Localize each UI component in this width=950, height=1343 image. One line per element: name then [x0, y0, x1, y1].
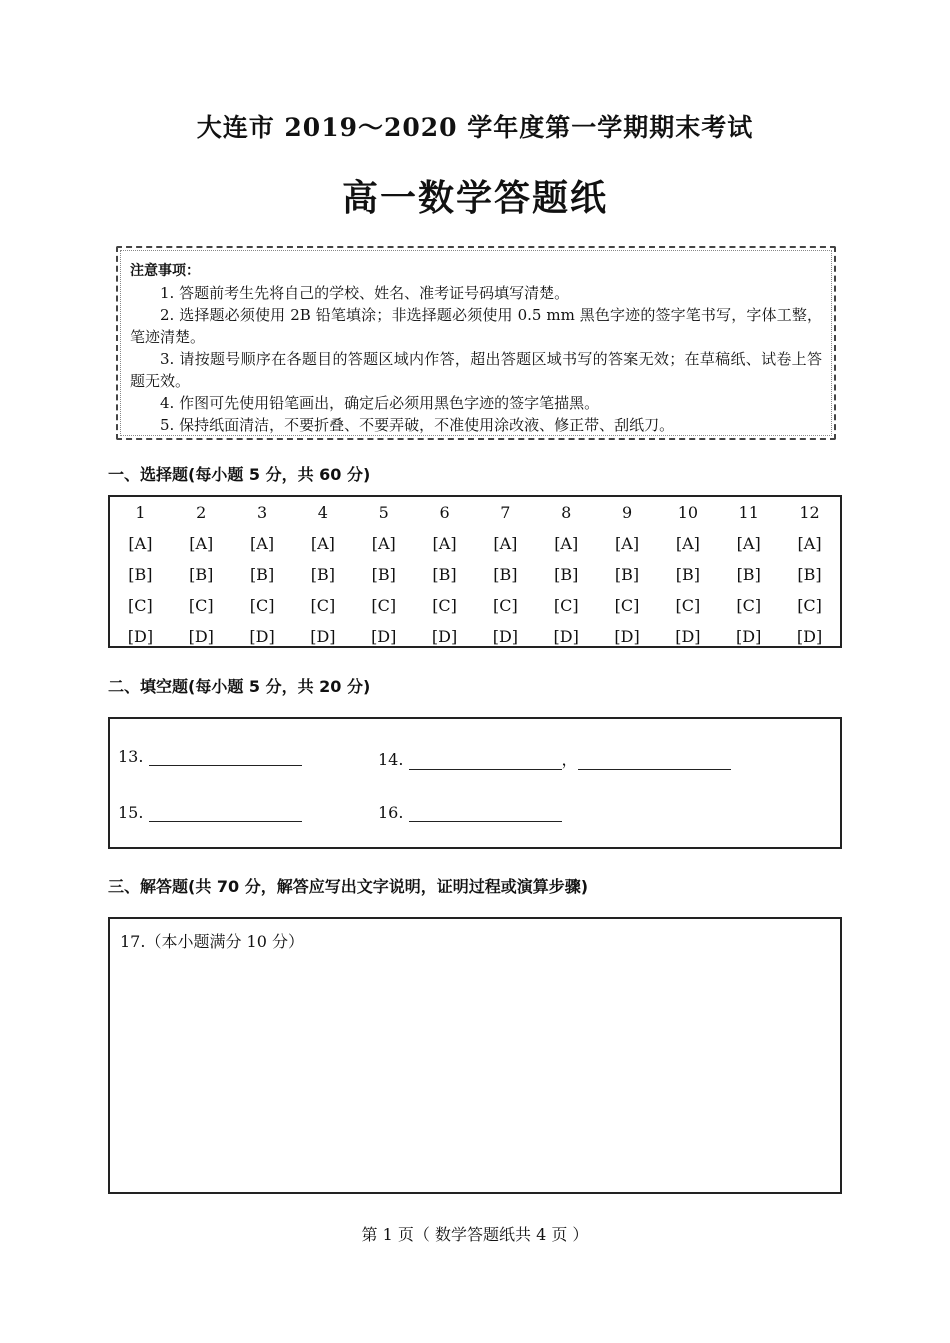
- choice-bubble[interactable]: [C]: [553, 596, 579, 615]
- blank-14-label: 14.: [378, 750, 404, 769]
- fill-blank-box: [108, 717, 842, 849]
- blank-13: [118, 747, 302, 766]
- choice-bubble[interactable]: [B]: [249, 565, 275, 584]
- choice-bubble[interactable]: [C]: [493, 596, 518, 615]
- blank-16-label: 16.: [378, 803, 404, 822]
- choice-bubble[interactable]: [D]: [796, 627, 823, 646]
- q17-label: 17.（本小题满分 10 分）: [120, 932, 304, 951]
- choice-bubble[interactable]: [B]: [675, 565, 700, 584]
- choice-bubble[interactable]: [A]: [493, 534, 518, 553]
- choice-number: 5: [378, 503, 389, 522]
- exam-title: 大连市 2019～2020 学年度第一学期期末考试: [196, 113, 754, 142]
- choice-bubble[interactable]: [B]: [736, 565, 761, 584]
- choice-bubble[interactable]: [B]: [797, 565, 822, 584]
- blank-14-line-a[interactable]: [409, 751, 562, 770]
- choice-number: 7: [500, 503, 511, 522]
- blank-14-line-b[interactable]: [578, 751, 731, 770]
- choice-bubble[interactable]: [A]: [189, 534, 214, 553]
- blank-15-label: 15.: [118, 803, 144, 822]
- choice-option-row: [110, 621, 840, 652]
- choice-number: 1: [135, 503, 146, 522]
- choice-bubble[interactable]: [B]: [614, 565, 640, 584]
- choice-number: 9: [621, 503, 633, 522]
- notice-heading: 注意事项：: [130, 263, 200, 279]
- choice-bubble[interactable]: [D]: [310, 627, 336, 646]
- choice-bubble[interactable]: [C]: [371, 596, 397, 615]
- q17-answer-area[interactable]: [108, 917, 842, 1194]
- choice-bubble[interactable]: [A]: [554, 534, 579, 553]
- choice-bubble[interactable]: [D]: [614, 627, 640, 646]
- choice-bubble[interactable]: [C]: [310, 596, 336, 615]
- choice-bubble[interactable]: [B]: [310, 565, 336, 584]
- choice-number: 3: [256, 503, 268, 522]
- choice-number: 12: [799, 503, 820, 522]
- choice-option-row: [110, 528, 840, 559]
- choice-bubble[interactable]: [A]: [310, 534, 335, 553]
- choice-bubble[interactable]: [D]: [492, 627, 519, 646]
- choice-bubble[interactable]: [A]: [675, 534, 700, 553]
- notice-item-1: 1. 答题前考生先将自己的学校、姓名、准考证号码填写清楚。: [160, 284, 570, 302]
- choice-bubble[interactable]: [A]: [128, 534, 153, 553]
- blank-14-separator: ，: [561, 750, 578, 769]
- blank-14: [378, 747, 731, 770]
- blank-15: [118, 803, 302, 822]
- choice-bubble[interactable]: [C]: [797, 596, 822, 615]
- choice-bubble[interactable]: [B]: [128, 565, 153, 584]
- choice-bubble[interactable]: [A]: [371, 534, 396, 553]
- choice-number: 10: [677, 503, 699, 522]
- blank-13-line[interactable]: [149, 747, 302, 766]
- choice-number-row: [110, 497, 840, 528]
- choice-bubble[interactable]: [C]: [432, 596, 457, 615]
- choice-bubble[interactable]: [B]: [189, 565, 214, 584]
- choice-answer-box: [108, 495, 842, 648]
- choice-bubble[interactable]: [D]: [371, 627, 397, 646]
- answer-sheet-title: 高一数学答题纸: [341, 177, 608, 219]
- section1-heading: 一、选择题(每小题 5 分，共 60 分): [108, 465, 371, 484]
- choice-bubble[interactable]: [A]: [797, 534, 822, 553]
- choice-number: 6: [439, 503, 450, 522]
- notice-item-2: 2. 选择题必须使用 2B 铅笔填涂；非选择题必须使用 0.5 mm 黑色字迹的签字笔书写，字体工整，笔迹清楚。: [130, 306, 822, 346]
- blank-13-label: 13.: [118, 747, 144, 766]
- choice-bubble[interactable]: [D]: [736, 627, 762, 646]
- section2-heading: 二、填空题(每小题 5 分，共 20 分): [108, 677, 371, 696]
- notice-box: [116, 246, 836, 440]
- choice-bubble[interactable]: [D]: [188, 627, 214, 646]
- choice-option-row: [110, 590, 840, 621]
- choice-table: [110, 497, 840, 652]
- choice-bubble[interactable]: [D]: [249, 627, 275, 646]
- notice-item-5: 5. 保持纸面清洁，不要折叠、不要弄破，不准使用涂改液、修正带、刮纸刀。: [160, 416, 675, 434]
- choice-bubble[interactable]: [D]: [675, 627, 701, 646]
- choice-number: 8: [561, 503, 572, 522]
- choice-bubble[interactable]: [B]: [371, 565, 396, 584]
- choice-bubble[interactable]: [A]: [736, 534, 761, 553]
- choice-bubble[interactable]: [D]: [127, 627, 154, 646]
- notice-item-3: 3. 请按题号顺序在各题目的答题区域内作答，超出答题区域书写的答案无效；在草稿纸、试卷上答题无效。: [130, 350, 822, 390]
- choice-bubble[interactable]: [C]: [128, 596, 153, 615]
- choice-bubble[interactable]: [A]: [250, 534, 275, 553]
- choice-bubble[interactable]: [C]: [249, 596, 275, 615]
- choice-number: 4: [317, 503, 328, 522]
- choice-bubble[interactable]: [A]: [432, 534, 457, 553]
- choice-number: 2: [196, 503, 207, 522]
- blank-16-line[interactable]: [409, 803, 562, 822]
- choice-bubble[interactable]: [C]: [736, 596, 762, 615]
- choice-bubble[interactable]: [B]: [554, 565, 579, 584]
- choice-bubble[interactable]: [B]: [493, 565, 518, 584]
- choice-bubble[interactable]: [C]: [675, 596, 701, 615]
- choice-bubble[interactable]: [D]: [431, 627, 458, 646]
- blank-16: [378, 803, 562, 822]
- choice-bubble[interactable]: [A]: [615, 534, 640, 553]
- choice-bubble[interactable]: [B]: [432, 565, 457, 584]
- notice-item-4: 4. 作图可先使用铅笔画出，确定后必须用黑色字迹的签字笔描黑。: [160, 394, 600, 412]
- page-footer: 第 1 页（ 数学答题纸共 4 页 ）: [361, 1225, 589, 1244]
- blank-15-line[interactable]: [149, 803, 302, 822]
- choice-number: 11: [738, 503, 759, 522]
- choice-bubble[interactable]: [C]: [614, 596, 640, 615]
- section3-heading: 三、解答题(共 70 分，解答应写出文字说明，证明过程或演算步骤): [108, 877, 589, 896]
- choice-option-row: [110, 559, 840, 590]
- choice-bubble[interactable]: [D]: [553, 627, 579, 646]
- choice-bubble[interactable]: [C]: [188, 596, 214, 615]
